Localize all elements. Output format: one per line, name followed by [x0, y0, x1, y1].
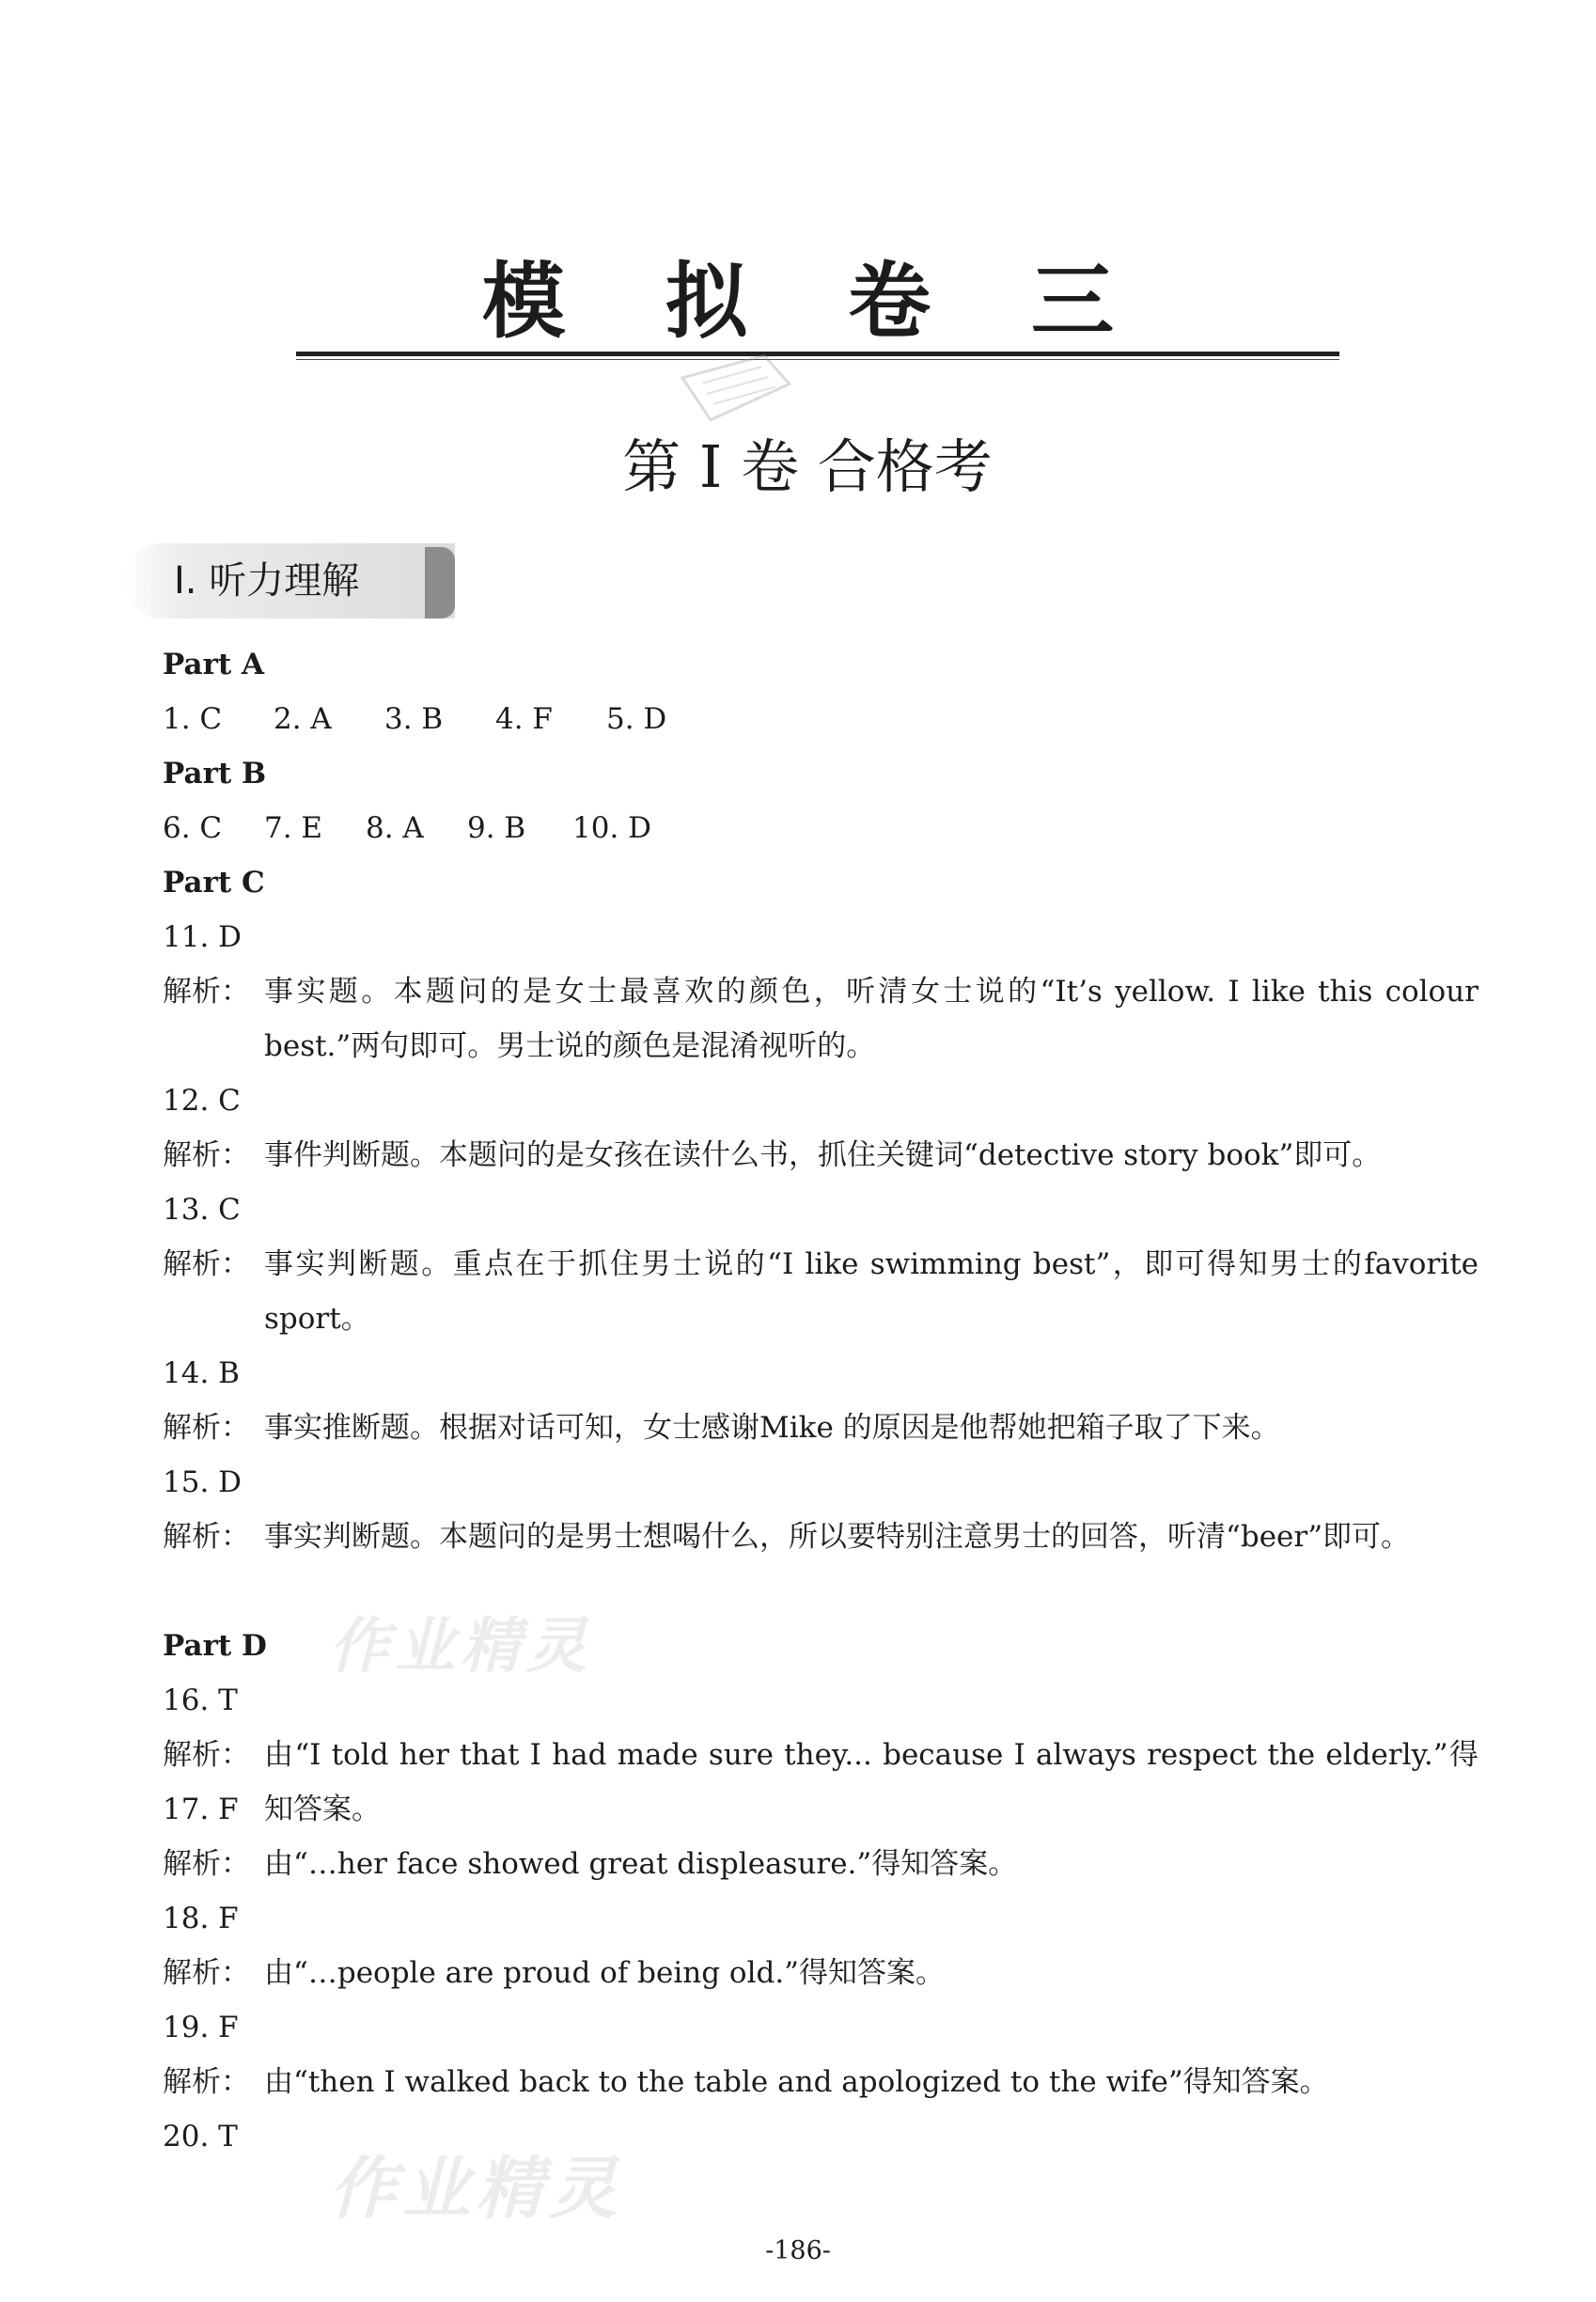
question-answer: 17. F — [163, 1793, 239, 1826]
analysis-text: 事实判断题。本题问的是男士想喝什么，所以要特别注意男士的回答，听清“beer”即可。 — [264, 1520, 1411, 1554]
page-title: 模 拟 卷 三 — [482, 252, 1150, 350]
question-answer: 11. D — [163, 920, 243, 954]
analysis-block — [163, 1401, 1479, 1455]
analysis-text: 事实题。本题问的是女士最喜欢的颜色，听清女士说的“It’s yellow. I like this colour best.”两句即可。男士说的颜色是混淆视听的。 — [264, 975, 1479, 1063]
title-rule-thick — [296, 352, 1339, 356]
part-b-label: Part B — [163, 757, 267, 791]
title-rule-thin — [296, 359, 1339, 360]
analysis-block — [163, 1946, 1479, 2000]
analysis-label: 解析： — [163, 2065, 250, 2099]
analysis-text: 事实推断题。根据对话可知，女士感谢Mike 的原因是他帮她把箱子取了下来。 — [264, 1411, 1280, 1445]
analysis-label: 解析： — [163, 1956, 250, 1990]
part-c-label: Part C — [163, 866, 265, 900]
analysis-label: 解析： — [163, 1247, 250, 1281]
analysis-text: 事件判断题。本题问的是女孩在读什么书，抓住关键词“detective story book”即可。 — [264, 1138, 1382, 1172]
question-answer: 14. B — [163, 1356, 240, 1390]
analysis-label: 解析： — [163, 975, 250, 1009]
answer-item: 7. E — [264, 811, 323, 845]
question-answer: 19. F — [163, 2011, 239, 2044]
analysis-label: 解析： — [163, 1520, 250, 1554]
part-a-answers — [163, 699, 666, 739]
question-answer: 18. F — [163, 1902, 239, 1935]
watermark-text: 作业精灵 — [329, 1612, 592, 1682]
analysis-block — [163, 1728, 1479, 1837]
analysis-label: 解析： — [163, 1411, 250, 1445]
question-answer: 20. T — [163, 2120, 238, 2153]
answer-item: 4. F — [495, 702, 553, 736]
analysis-block — [163, 2055, 1479, 2109]
analysis-text: 由“I told her that I had made sure they... because I always respect the elderly.”得知答案。 — [264, 1738, 1479, 1826]
question-answer: 15. D — [163, 1465, 243, 1499]
question-answer: 16. T — [163, 1683, 238, 1717]
analysis-block — [163, 1837, 1479, 1891]
answer-item: 10. D — [572, 811, 652, 845]
analysis-block — [163, 964, 1479, 1073]
part-b-answers — [163, 808, 651, 848]
section-header-label: Ⅰ. 听力理解 — [174, 559, 360, 603]
answer-item: 3. B — [384, 702, 444, 736]
answer-item: 2. A — [274, 702, 332, 736]
analysis-text: 由“…people are proud of being old.”得知答案。 — [264, 1956, 946, 1990]
part-a-label: Part A — [163, 648, 265, 681]
analysis-text: 事实判断题。重点在于抓住男士说的“I like swimming best”，即可得知男士的favorite sport。 — [264, 1247, 1479, 1336]
answer-item: 6. C — [163, 811, 223, 845]
question-answer: 12. C — [163, 1084, 241, 1118]
part-d-label: Part D — [163, 1629, 267, 1663]
analysis-label: 解析： — [163, 1138, 250, 1172]
analysis-text: 由“…her face showed great displeasure.”得知答案。 — [264, 1847, 1018, 1881]
question-answer: 13. C — [163, 1193, 241, 1227]
analysis-block — [163, 1128, 1479, 1182]
section-header-tab — [425, 547, 455, 619]
paper-subtitle: 第 I 卷 合格考 — [622, 432, 993, 501]
answer-item: 9. B — [467, 811, 526, 845]
answer-item: 5. D — [606, 702, 667, 736]
answer-item: 1. C — [163, 702, 223, 736]
answer-item: 8. A — [366, 811, 424, 845]
analysis-label: 解析： — [163, 1738, 250, 1772]
analysis-block — [163, 1510, 1479, 1564]
analysis-label: 解析： — [163, 1847, 250, 1881]
page-number: -186- — [765, 2236, 831, 2265]
analysis-text: 由“then I walked back to the table and apologized to the wife”得知答案。 — [264, 2065, 1329, 2099]
watermark-text: 作业精灵 — [329, 2149, 623, 2228]
analysis-block — [163, 1237, 1479, 1346]
